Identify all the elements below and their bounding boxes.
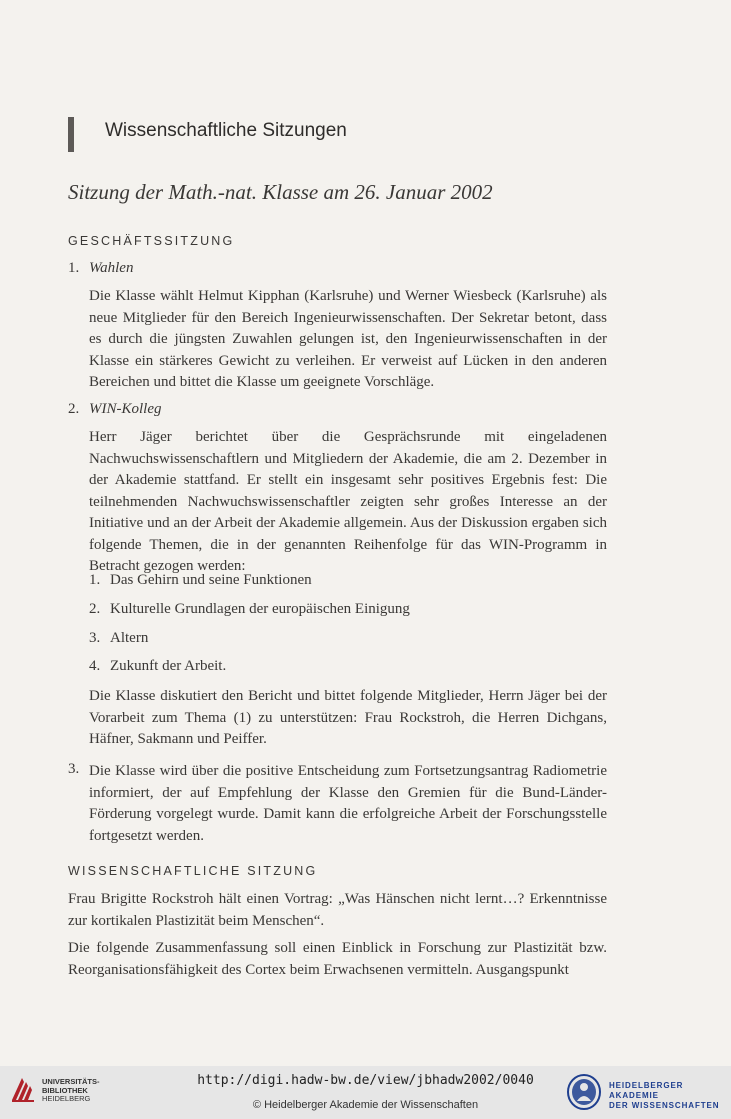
item-1-text: Die Klasse wählt Helmut Kipphan (Karlsruhe) und Werner Wiesbeck (Karlsruhe) als neue Mitglieder für den Bereich Ingenieurwissenschaften. Der Sekretar betont, dass es durch die jüngsten Zuwahlen gelungen ist, den Ingenieurwissenschaften in der Klasse ein stärkeres Gewicht zu verleihen. Er verweist auf Lücken in den anderen Bereichen und bittet die Klasse um geeignete Vorschläge.: [89, 288, 607, 390]
topic-label: Das Gehirn und seine Funktionen: [110, 572, 312, 588]
topic-number: 3.: [89, 630, 101, 646]
topic-item: [89, 630, 148, 647]
footer-bar: [0, 1066, 731, 1119]
item-3-text: Die Klasse wird über die positive Entscheidung zum Fortsetzungsantrag Radiometrie informiert, der auf Empfehlung der Klasse den Gremien für die Bund-Länder-Förderung vorgelegt wurde. Damit kann die erfolgreiche Arbeit der Forschungsstelle fortgesetzt werden.: [89, 763, 607, 844]
academy-line-2: DER WISSENSCHAFTEN: [609, 1101, 720, 1110]
academy-name: [609, 1081, 731, 1111]
section-title: Wissenschaftliche Sitzungen: [105, 120, 347, 141]
summary-paragraph: Die folgende Zusammenfassung soll einen Einblick in Forschung zur Plastizität bzw. Reorganisationsfähigkeit des Cortex beim Erwachsenen vermitteln. Ausgangspunkt: [68, 940, 607, 978]
academy-seal-icon[interactable]: [566, 1073, 602, 1111]
ub-line-2: BIBLIOTHEK: [42, 1085, 88, 1095]
item-2-text: Herr Jäger berichtet über die Gesprächsrunde mit eingeladenen Nachwuchswissenschaftlern und Mitgliedern der Akademie, die am 2. Dezember in der Akademie stattfand. Er stellt ein insgesamt sehr positives Ergebnis fest: Die teilnehmenden Nachwuchswissenschaftler zeigten sehr großes Interesse an der Initiative und an der Arbeit der Akademie allgemein. Aus der Diskussion ergaben sich folgende Themen, die in der genannten Reihenfolge für das WIN-Programm in Betracht gezogen werden:: [89, 429, 607, 574]
item-2-title: WIN-Kolleg: [89, 401, 162, 417]
wissenschaftliche-sitzung-heading: WISSENSCHAFTLICHE SITZUNG: [68, 864, 318, 878]
section-marker-bar: [68, 117, 74, 152]
item-1-title: Wahlen: [89, 260, 134, 276]
ub-line-1: UNIVERSITÄTS-: [42, 1077, 100, 1086]
topic-item: [89, 601, 410, 618]
geschaeftssitzung-heading: GESCHÄFTSSITZUNG: [68, 234, 235, 248]
item-3-number: 3.: [68, 761, 80, 777]
item-2-after-text: Die Klasse diskutiert den Bericht und bittet folgende Mitglieder, Herrn Jäger bei der Vorarbeit zum Thema (1) zu unterstützen: Frau Rockstroh, die Herren Dichgans, Häfner, Sakmann und Peiffer.: [89, 688, 607, 747]
topic-item: [89, 658, 226, 675]
lecture-paragraph: Frau Brigitte Rockstroh hält einen Vortrag: „Was Hänschen nicht lernt…? Erkenntnisse zur kortikalen Plastizität beim Menschen“.: [68, 891, 607, 929]
topic-number: 1.: [89, 572, 101, 588]
topic-item: [89, 572, 312, 589]
item-2-number: 2.: [68, 401, 80, 417]
topic-number: 4.: [89, 658, 101, 674]
academy-line-1: HEIDELBERGER AKADEMIE: [609, 1081, 684, 1100]
topic-label: Altern: [110, 630, 149, 646]
topic-number: 2.: [89, 601, 101, 617]
topic-label: Kulturelle Grundlagen der europäischen Einigung: [110, 601, 410, 617]
permalink-url[interactable]: http://digi.hadw-bw.de/view/jbhadw2002/0040: [197, 1073, 534, 1088]
topic-label: Zukunft der Arbeit.: [110, 658, 227, 674]
item-1-number: 1.: [68, 260, 80, 276]
ub-line-3: HEIDELBERG: [42, 1094, 91, 1103]
copyright-notice: © Heidelberger Akademie der Wissenschaften: [252, 1099, 479, 1111]
session-title: Sitzung der Math.-nat. Klasse am 26. Januar 2002: [68, 180, 493, 204]
